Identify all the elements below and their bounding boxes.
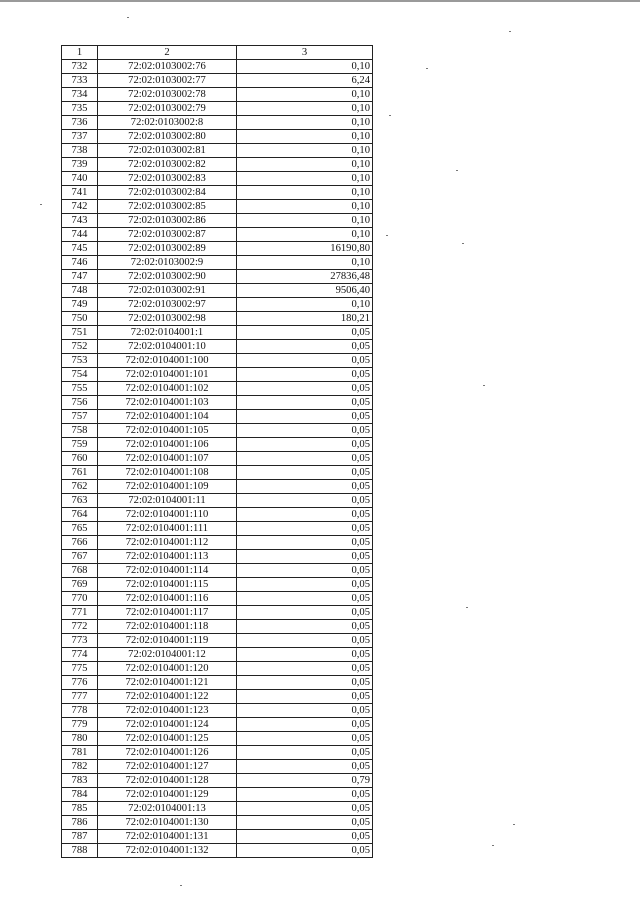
row-value: 0,05 <box>237 424 373 438</box>
cadastral-number: 72:02:0103002:79 <box>98 102 237 116</box>
row-number: 762 <box>62 480 98 494</box>
cadastral-number: 72:02:0104001:120 <box>98 662 237 676</box>
row-number: 775 <box>62 662 98 676</box>
scan-speck <box>509 31 511 32</box>
cadastral-number: 72:02:0103002:8 <box>98 116 237 130</box>
row-number: 785 <box>62 802 98 816</box>
row-number: 754 <box>62 368 98 382</box>
header-col-2: 2 <box>98 46 237 60</box>
table-row <box>62 732 373 746</box>
cadastral-number: 72:02:0104001:114 <box>98 564 237 578</box>
row-value: 0,10 <box>237 144 373 158</box>
row-value: 0,10 <box>237 186 373 200</box>
row-value: 0,05 <box>237 452 373 466</box>
row-number: 779 <box>62 718 98 732</box>
cadastral-number: 72:02:0104001:106 <box>98 438 237 452</box>
row-number: 761 <box>62 466 98 480</box>
row-number: 760 <box>62 452 98 466</box>
cadastral-number: 72:02:0103002:91 <box>98 284 237 298</box>
row-value: 0,05 <box>237 704 373 718</box>
table-row <box>62 480 373 494</box>
table-row <box>62 816 373 830</box>
cadastral-number: 72:02:0104001:126 <box>98 746 237 760</box>
row-number: 786 <box>62 816 98 830</box>
row-number: 757 <box>62 410 98 424</box>
row-value: 9506,40 <box>237 284 373 298</box>
row-value: 0,05 <box>237 788 373 802</box>
cadastral-number: 72:02:0104001:112 <box>98 536 237 550</box>
cadastral-table <box>61 45 373 858</box>
row-value: 0,05 <box>237 578 373 592</box>
cadastral-number: 72:02:0104001:110 <box>98 508 237 522</box>
row-number: 773 <box>62 634 98 648</box>
table-row <box>62 648 373 662</box>
header-col-1: 1 <box>62 46 98 60</box>
cadastral-number: 72:02:0103002:77 <box>98 74 237 88</box>
row-value: 0,10 <box>237 256 373 270</box>
row-number: 733 <box>62 74 98 88</box>
cadastral-number: 72:02:0104001:102 <box>98 382 237 396</box>
row-value: 0,05 <box>237 550 373 564</box>
row-number: 746 <box>62 256 98 270</box>
row-number: 766 <box>62 536 98 550</box>
table-row <box>62 774 373 788</box>
row-value: 0,10 <box>237 228 373 242</box>
row-number: 745 <box>62 242 98 256</box>
row-number: 787 <box>62 830 98 844</box>
row-number: 780 <box>62 732 98 746</box>
row-number: 736 <box>62 116 98 130</box>
row-value: 0,05 <box>237 690 373 704</box>
table-row <box>62 494 373 508</box>
row-value: 0,10 <box>237 60 373 74</box>
row-value: 0,05 <box>237 592 373 606</box>
cadastral-number: 72:02:0104001:104 <box>98 410 237 424</box>
cadastral-number: 72:02:0104001:1 <box>98 326 237 340</box>
table-row <box>62 690 373 704</box>
table-row <box>62 718 373 732</box>
cadastral-number: 72:02:0104001:105 <box>98 424 237 438</box>
row-number: 781 <box>62 746 98 760</box>
table-row <box>62 564 373 578</box>
row-number: 735 <box>62 102 98 116</box>
table-row <box>62 662 373 676</box>
row-value: 0,10 <box>237 116 373 130</box>
cadastral-number: 72:02:0104001:132 <box>98 844 237 858</box>
row-value: 0,05 <box>237 648 373 662</box>
row-number: 783 <box>62 774 98 788</box>
cadastral-number: 72:02:0104001:108 <box>98 466 237 480</box>
cadastral-number: 72:02:0103002:76 <box>98 60 237 74</box>
row-number: 740 <box>62 172 98 186</box>
row-number: 768 <box>62 564 98 578</box>
row-number: 749 <box>62 298 98 312</box>
table-row <box>62 130 373 144</box>
row-value: 0,05 <box>237 494 373 508</box>
scan-speck <box>492 845 494 846</box>
cadastral-number: 72:02:0103002:97 <box>98 298 237 312</box>
row-value: 0,05 <box>237 718 373 732</box>
scan-speck <box>466 607 468 608</box>
cadastral-number: 72:02:0104001:122 <box>98 690 237 704</box>
row-value: 6,24 <box>237 74 373 88</box>
row-value: 0,05 <box>237 466 373 480</box>
scan-speck <box>456 170 458 171</box>
scan-edge-line <box>0 0 640 2</box>
row-value: 0,10 <box>237 172 373 186</box>
table-row <box>62 452 373 466</box>
row-value: 0,05 <box>237 368 373 382</box>
table-row <box>62 424 373 438</box>
table-row <box>62 60 373 74</box>
row-number: 765 <box>62 522 98 536</box>
table-row <box>62 634 373 648</box>
row-value: 0,05 <box>237 508 373 522</box>
row-number: 748 <box>62 284 98 298</box>
table-row <box>62 354 373 368</box>
row-value: 0,10 <box>237 130 373 144</box>
row-number: 767 <box>62 550 98 564</box>
scan-speck <box>483 385 485 386</box>
cadastral-number: 72:02:0104001:117 <box>98 606 237 620</box>
cadastral-number: 72:02:0104001:115 <box>98 578 237 592</box>
table-row <box>62 410 373 424</box>
cadastral-number: 72:02:0103002:86 <box>98 214 237 228</box>
cadastral-number: 72:02:0103002:82 <box>98 158 237 172</box>
cadastral-number: 72:02:0104001:113 <box>98 550 237 564</box>
cadastral-number: 72:02:0104001:100 <box>98 354 237 368</box>
row-number: 742 <box>62 200 98 214</box>
row-number: 778 <box>62 704 98 718</box>
table-row <box>62 116 373 130</box>
table-row <box>62 172 373 186</box>
cadastral-number: 72:02:0103002:9 <box>98 256 237 270</box>
row-number: 743 <box>62 214 98 228</box>
row-value: 27836,48 <box>237 270 373 284</box>
cadastral-number: 72:02:0104001:109 <box>98 480 237 494</box>
table-row <box>62 620 373 634</box>
cadastral-number: 72:02:0103002:89 <box>98 242 237 256</box>
table-row <box>62 270 373 284</box>
table-row <box>62 844 373 858</box>
row-value: 0,10 <box>237 200 373 214</box>
row-number: 764 <box>62 508 98 522</box>
cadastral-number: 72:02:0104001:128 <box>98 774 237 788</box>
table-row <box>62 368 373 382</box>
table-row <box>62 508 373 522</box>
table-row <box>62 158 373 172</box>
row-value: 0,05 <box>237 396 373 410</box>
row-number: 758 <box>62 424 98 438</box>
row-value: 0,05 <box>237 760 373 774</box>
cadastral-number: 72:02:0103002:78 <box>98 88 237 102</box>
row-value: 0,10 <box>237 102 373 116</box>
cadastral-number: 72:02:0103002:81 <box>98 144 237 158</box>
table-row <box>62 676 373 690</box>
row-value: 180,21 <box>237 312 373 326</box>
row-value: 0,05 <box>237 676 373 690</box>
row-number: 752 <box>62 340 98 354</box>
row-value: 0,05 <box>237 802 373 816</box>
cadastral-number: 72:02:0104001:124 <box>98 718 237 732</box>
row-value: 0,05 <box>237 564 373 578</box>
cadastral-number: 72:02:0104001:131 <box>98 830 237 844</box>
cadastral-number: 72:02:0104001:107 <box>98 452 237 466</box>
scan-speck <box>40 204 42 205</box>
row-number: 744 <box>62 228 98 242</box>
cadastral-number: 72:02:0104001:127 <box>98 760 237 774</box>
row-number: 788 <box>62 844 98 858</box>
row-number: 738 <box>62 144 98 158</box>
table-body <box>62 46 373 858</box>
row-value: 0,05 <box>237 830 373 844</box>
row-value: 0,05 <box>237 662 373 676</box>
row-number: 747 <box>62 270 98 284</box>
row-number: 772 <box>62 620 98 634</box>
table-row <box>62 326 373 340</box>
row-value: 0,10 <box>237 158 373 172</box>
row-number: 741 <box>62 186 98 200</box>
cadastral-number: 72:02:0103002:98 <box>98 312 237 326</box>
cadastral-number: 72:02:0103002:80 <box>98 130 237 144</box>
table-row <box>62 186 373 200</box>
table-row <box>62 298 373 312</box>
header-col-3: 3 <box>237 46 373 60</box>
row-number: 777 <box>62 690 98 704</box>
table-row <box>62 704 373 718</box>
cadastral-number: 72:02:0104001:125 <box>98 732 237 746</box>
table-row <box>62 592 373 606</box>
row-number: 774 <box>62 648 98 662</box>
table-row <box>62 200 373 214</box>
table-row <box>62 438 373 452</box>
table-row <box>62 802 373 816</box>
table-row <box>62 536 373 550</box>
cadastral-number: 72:02:0104001:101 <box>98 368 237 382</box>
table-row <box>62 788 373 802</box>
cadastral-number: 72:02:0104001:103 <box>98 396 237 410</box>
row-number: 734 <box>62 88 98 102</box>
table-header-row <box>62 46 373 60</box>
table-row <box>62 312 373 326</box>
row-value: 0,05 <box>237 816 373 830</box>
row-number: 753 <box>62 354 98 368</box>
cadastral-number: 72:02:0103002:83 <box>98 172 237 186</box>
table-row <box>62 760 373 774</box>
row-value: 0,05 <box>237 746 373 760</box>
cadastral-number: 72:02:0104001:12 <box>98 648 237 662</box>
row-number: 750 <box>62 312 98 326</box>
row-value: 0,05 <box>237 326 373 340</box>
row-value: 0,05 <box>237 340 373 354</box>
table-row <box>62 74 373 88</box>
table-row <box>62 144 373 158</box>
cadastral-number: 72:02:0103002:85 <box>98 200 237 214</box>
cadastral-number: 72:02:0104001:13 <box>98 802 237 816</box>
cadastral-number: 72:02:0103002:84 <box>98 186 237 200</box>
row-number: 770 <box>62 592 98 606</box>
row-number: 759 <box>62 438 98 452</box>
row-number: 751 <box>62 326 98 340</box>
row-value: 0,05 <box>237 620 373 634</box>
row-number: 763 <box>62 494 98 508</box>
table-row <box>62 466 373 480</box>
row-value: 0,05 <box>237 354 373 368</box>
table-row <box>62 284 373 298</box>
table-row <box>62 88 373 102</box>
table-row <box>62 256 373 270</box>
table-row <box>62 578 373 592</box>
cadastral-number: 72:02:0104001:123 <box>98 704 237 718</box>
table-row <box>62 830 373 844</box>
cadastral-number: 72:02:0103002:87 <box>98 228 237 242</box>
table-row <box>62 228 373 242</box>
cadastral-number: 72:02:0104001:111 <box>98 522 237 536</box>
row-number: 769 <box>62 578 98 592</box>
table-row <box>62 242 373 256</box>
table-row <box>62 606 373 620</box>
row-value: 0,05 <box>237 732 373 746</box>
row-value: 0,05 <box>237 606 373 620</box>
row-value: 0,10 <box>237 88 373 102</box>
row-number: 732 <box>62 60 98 74</box>
scan-speck <box>426 68 428 69</box>
table-row <box>62 214 373 228</box>
table-row <box>62 382 373 396</box>
scan-speck <box>513 824 515 825</box>
row-value: 0,05 <box>237 438 373 452</box>
cadastral-number: 72:02:0104001:119 <box>98 634 237 648</box>
cadastral-number: 72:02:0104001:118 <box>98 620 237 634</box>
cadastral-number: 72:02:0104001:130 <box>98 816 237 830</box>
row-number: 782 <box>62 760 98 774</box>
scan-speck <box>127 17 129 18</box>
cadastral-number: 72:02:0104001:129 <box>98 788 237 802</box>
row-number: 771 <box>62 606 98 620</box>
table-row <box>62 340 373 354</box>
cadastral-number: 72:02:0103002:90 <box>98 270 237 284</box>
cadastral-number: 72:02:0104001:10 <box>98 340 237 354</box>
row-value: 0,79 <box>237 774 373 788</box>
scan-speck <box>386 235 388 236</box>
row-number: 776 <box>62 676 98 690</box>
cadastral-number: 72:02:0104001:121 <box>98 676 237 690</box>
row-value: 16190,80 <box>237 242 373 256</box>
row-value: 0,05 <box>237 410 373 424</box>
row-number: 737 <box>62 130 98 144</box>
row-number: 756 <box>62 396 98 410</box>
table-row <box>62 550 373 564</box>
table-row <box>62 102 373 116</box>
row-number: 784 <box>62 788 98 802</box>
row-value: 0,05 <box>237 844 373 858</box>
row-value: 0,05 <box>237 480 373 494</box>
row-value: 0,10 <box>237 298 373 312</box>
cadastral-number: 72:02:0104001:116 <box>98 592 237 606</box>
row-value: 0,05 <box>237 536 373 550</box>
table-row <box>62 746 373 760</box>
row-value: 0,05 <box>237 382 373 396</box>
cadastral-number: 72:02:0104001:11 <box>98 494 237 508</box>
row-value: 0,05 <box>237 634 373 648</box>
scan-speck <box>389 115 391 116</box>
row-value: 0,05 <box>237 522 373 536</box>
scan-speck <box>180 885 182 886</box>
table-row <box>62 396 373 410</box>
table-row <box>62 522 373 536</box>
row-number: 755 <box>62 382 98 396</box>
row-value: 0,10 <box>237 214 373 228</box>
row-number: 739 <box>62 158 98 172</box>
scan-speck <box>462 243 464 244</box>
